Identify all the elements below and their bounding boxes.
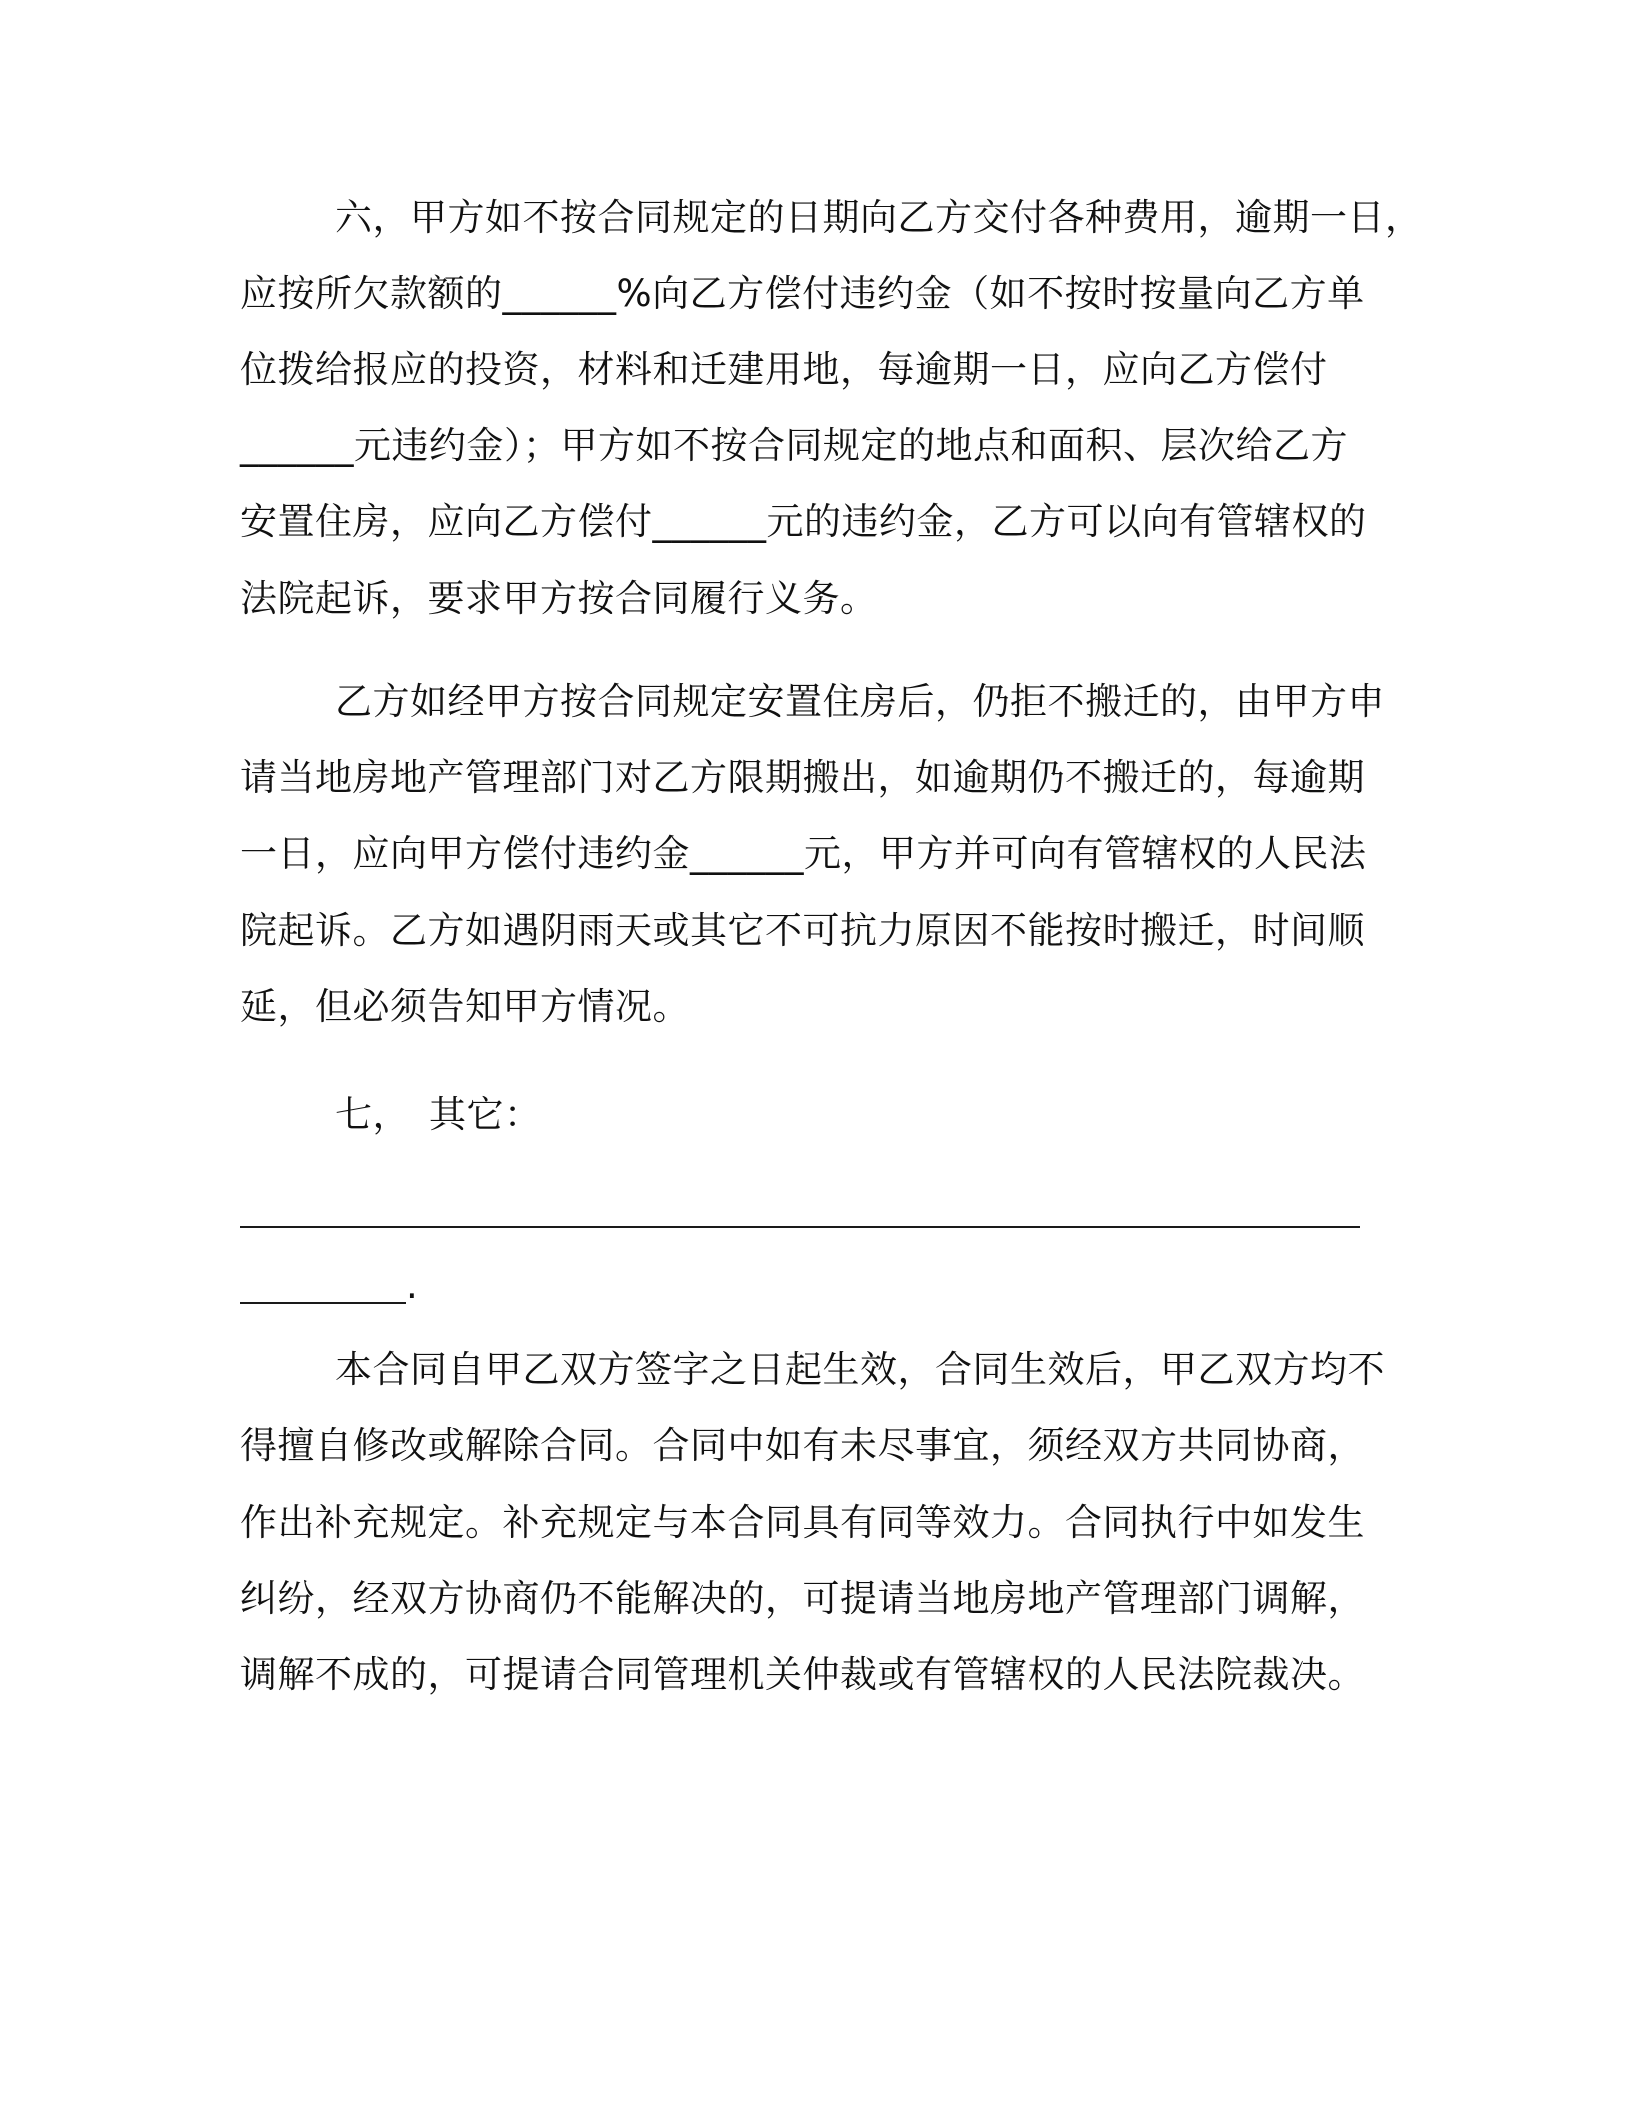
closing-paragraph-line-2: 得擅自修改或解除合同。合同中如有未尽事宜，须经双方共同协商， xyxy=(240,1424,1365,1467)
section-seven-heading: 七， 其它： xyxy=(335,1093,542,1136)
relocation-paragraph-line-4: 院起诉。乙方如遇阴雨天或其它不可抗力原因不能按时搬迁，时间顺 xyxy=(240,909,1365,952)
relocation-paragraph-line-2: 请当地房地产管理部门对乙方限期搬出，如逾期仍不搬迁的，每逾期 xyxy=(240,756,1365,799)
paragraph-six-line-4: ______元违约金）；甲方如不按合同规定的地点和面积、层次给乙方 xyxy=(240,424,1348,467)
paragraph-six-line-6: 法院起诉，要求甲方按合同履行义务。 xyxy=(240,577,878,620)
relocation-paragraph-line-3: 一日，应向甲方偿付违约金______元，甲方并可向有管辖权的人民法 xyxy=(240,832,1367,875)
closing-paragraph-line-1: 本合同自甲乙双方签字之日起生效，合同生效后，甲乙双方均不 xyxy=(335,1348,1385,1391)
paragraph-six-line-2: 应按所欠款额的______%向乙方偿付违约金（如不按时按量向乙方单 xyxy=(240,272,1365,315)
paragraph-six-line-3: 位拨给报应的投资，材料和迁建用地，每逾期一日，应向乙方偿付 xyxy=(240,348,1328,391)
relocation-paragraph-line-5: 延，但必须告知甲方情况。 xyxy=(240,985,690,1028)
blank-fill-line xyxy=(240,1226,1360,1228)
closing-paragraph-line-5: 调解不成的，可提请合同管理机关仲裁或有管辖权的人民法院裁决。 xyxy=(240,1653,1365,1696)
blank-end-mark: . xyxy=(406,1264,418,1307)
relocation-paragraph-line-1: 乙方如经甲方按合同规定安置住房后，仍拒不搬迁的，由甲方申 xyxy=(335,680,1385,723)
closing-paragraph-line-4: 纠纷，经双方协商仍不能解决的，可提请当地房地产管理部门调解， xyxy=(240,1577,1365,1620)
blank-fill-line-short xyxy=(240,1302,406,1304)
paragraph-six-line-5: 安置住房，应向乙方偿付______元的违约金，乙方可以向有管辖权的 xyxy=(240,500,1367,543)
paragraph-six-line-1: 六，甲方如不按合同规定的日期向乙方交付各种费用，逾期一日， xyxy=(335,196,1423,239)
closing-paragraph-line-3: 作出补充规定。补充规定与本合同具有同等效力。合同执行中如发生 xyxy=(240,1501,1365,1544)
